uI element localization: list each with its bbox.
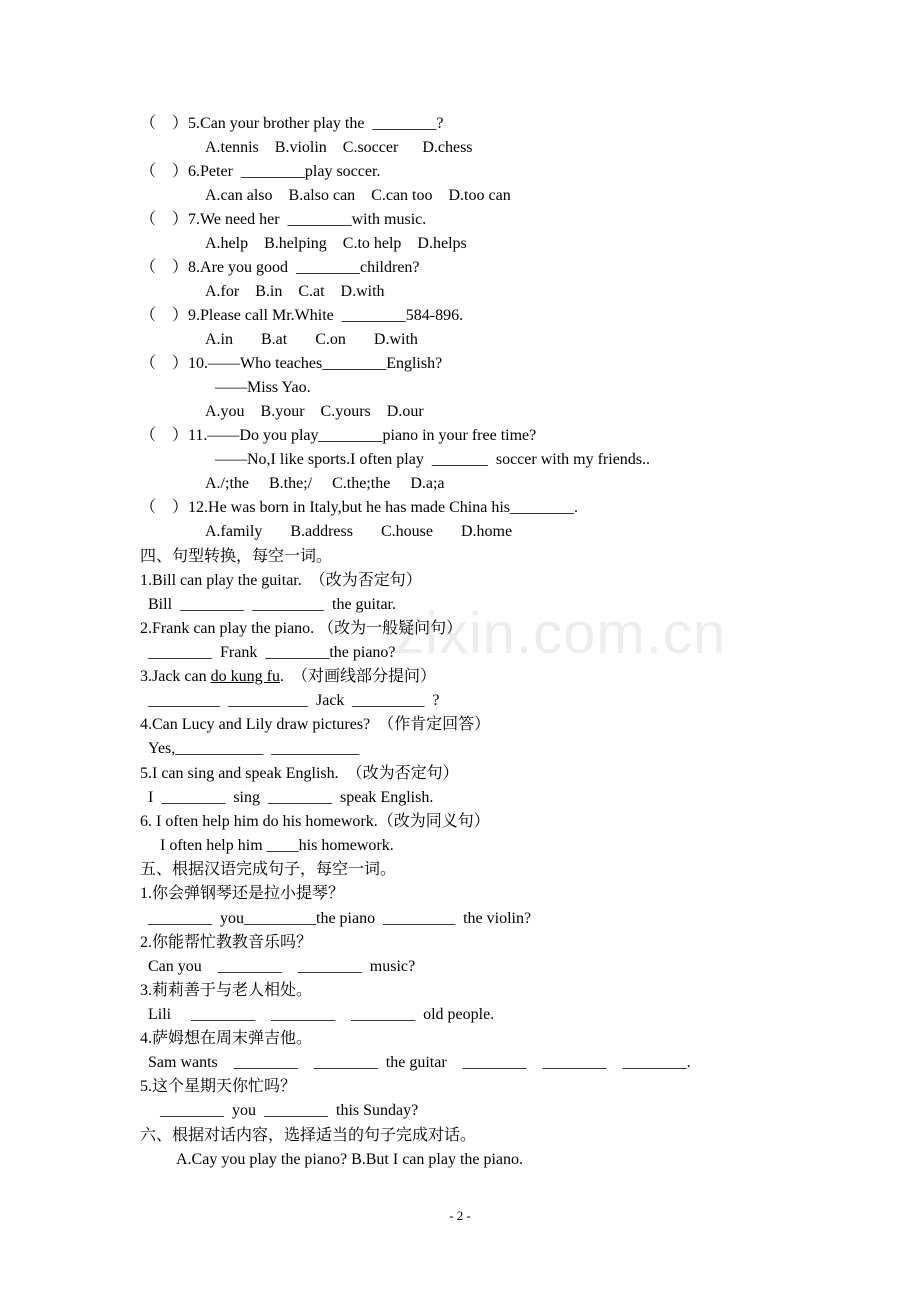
- question-text: 10.——Who teaches________English?: [188, 355, 443, 372]
- s4-item-5-question: 5.I can sing and speak English. （改为否定句）: [140, 765, 459, 782]
- question-text: 11.——Do you play________piano in your free time?: [188, 427, 537, 444]
- answer-paren: （ ）: [140, 163, 189, 180]
- question-text: 6.Peter ________play soccer.: [188, 163, 381, 180]
- section-6-options: A.Cay you play the piano? B.But I can play the piano.: [176, 1151, 524, 1168]
- s4-item-2-answer: ________ Frank ________the piano?: [148, 644, 396, 661]
- s4-item-3-answer: _________ __________ Jack _________ ?: [148, 692, 440, 709]
- question-9-options: A.in B.at C.on D.with: [205, 331, 418, 348]
- s5-item-4-answer: Sam wants ________ ________ the guitar ________ ________ ________.: [148, 1054, 691, 1071]
- question-8-options: A.for B.in C.at D.with: [205, 283, 385, 300]
- section-5-heading: 五、根据汉语完成句子，每空一词。: [140, 861, 397, 878]
- s5-item-2-question: 2.你能帮忙教教音乐吗？: [140, 934, 313, 951]
- question-10-reply: ——Miss Yao.: [215, 379, 311, 396]
- s4-item-4-answer: Yes,___________ ___________: [148, 740, 360, 757]
- question-6: [140, 160, 860, 184]
- question-11-reply: ——No,I like sports.I often play _______ soccer with my friends..: [215, 451, 651, 468]
- s5-item-2-answer: Can you ________ ________ music?: [148, 958, 416, 975]
- s4-item-1-question: 1.Bill can play the guitar. （改为否定句）: [140, 572, 422, 589]
- answer-paren: （ ）: [140, 211, 189, 228]
- s4-item-1-answer: Bill ________ _________ the guitar.: [148, 596, 396, 613]
- question-12-options: A.family B.address C.house D.home: [205, 523, 513, 540]
- question-9: [140, 304, 860, 328]
- s4-item-4-question: 4.Can Lucy and Lily draw pictures? （作肯定回答）: [140, 716, 491, 733]
- s5-item-4-question: 4.萨姆想在周末弹吉他。: [140, 1030, 313, 1047]
- s5-item-1-question: 1.你会弹钢琴还是拉小提琴？: [140, 885, 345, 902]
- underlined-phrase: do kung fu: [210, 668, 280, 685]
- question-text: 7.We need her ________with music.: [188, 211, 427, 228]
- question-12: [140, 496, 860, 520]
- answer-paren: （ ）: [140, 427, 189, 444]
- page-number: - 2 -: [449, 1208, 471, 1223]
- answer-paren: （ ）: [140, 355, 189, 372]
- s5-item-3-question: 3.莉莉善于与老人相处。: [140, 982, 313, 999]
- section-6-heading: 六、根据对话内容，选择适当的句子完成对话。: [140, 1127, 477, 1144]
- question-instruction: . （对画线部分提问）: [279, 668, 436, 685]
- watermark: zixin.com.cn: [395, 601, 727, 666]
- answer-paren: （ ）: [140, 259, 189, 276]
- question-10: [140, 352, 860, 376]
- section-4-heading: 四、句型转换，每空一词。: [140, 548, 333, 565]
- question-8: [140, 256, 860, 280]
- s5-item-5-question: 5.这个星期天你忙吗？: [140, 1078, 297, 1095]
- question-11-options: A./;the B.the;/ C.the;the D.a;a: [205, 475, 445, 492]
- question-10-options: A.you B.your C.yours D.our: [205, 403, 424, 420]
- answer-paren: （ ）: [140, 499, 189, 516]
- question-5-options: A.tennis B.violin C.soccer D.chess: [205, 139, 473, 156]
- s4-item-5-answer: I ________ sing ________ speak English.: [148, 789, 434, 806]
- s5-item-5-answer: ________ you ________ this Sunday?: [160, 1102, 419, 1119]
- question-text: 9.Please call Mr.White ________584-896.: [188, 307, 464, 324]
- answer-paren: （ ）: [140, 115, 189, 132]
- question-text: 3.Jack can: [140, 668, 211, 685]
- s4-item-6-answer: I often help him ____his homework.: [160, 837, 394, 854]
- question-5: [140, 112, 860, 136]
- question-7-options: A.help B.helping C.to help D.helps: [205, 235, 467, 252]
- question-6-options: A.can also B.also can C.can too D.too can: [205, 187, 511, 204]
- s4-item-6-question: 6. I often help him do his homework.（改为同义句）: [140, 813, 490, 830]
- s4-item-3-question: [140, 665, 860, 689]
- question-text: 5.Can your brother play the ________?: [188, 115, 444, 132]
- answer-paren: （ ）: [140, 307, 189, 324]
- s5-item-1-answer: ________ you_________the piano _________ the violin?: [148, 910, 532, 927]
- question-11: [140, 424, 860, 448]
- question-text: 12.He was born in Italy,but he has made China his________.: [188, 499, 579, 516]
- question-text: 8.Are you good ________children?: [188, 259, 420, 276]
- s4-item-2-question: 2.Frank can play the piano. （改为一般疑问句）: [140, 620, 463, 637]
- s5-item-3-answer: Lili ________ ________ ________ old people.: [148, 1006, 495, 1023]
- question-7: [140, 208, 860, 232]
